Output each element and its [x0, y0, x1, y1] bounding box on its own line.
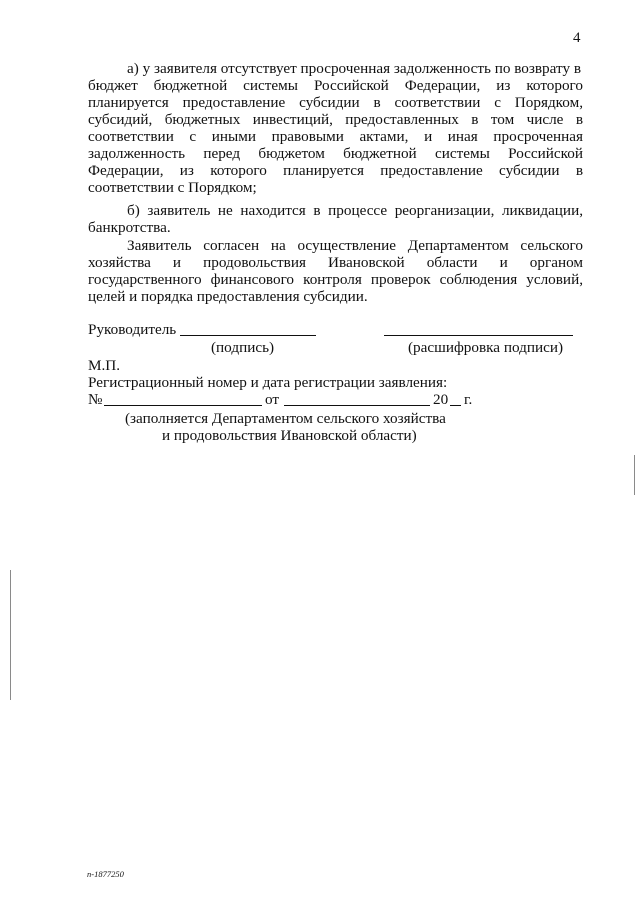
- decode-caption: (расшифровка подписи): [408, 339, 564, 356]
- paragraph-a-line: планируется предоставление субсидии в соответствии с Порядком,: [88, 94, 583, 111]
- year-suffix: г.: [464, 391, 473, 408]
- paragraph-c-line: хозяйства и продовольствия Ивановской области и органом: [88, 254, 583, 271]
- paragraph-a-line: а) у заявителя отсутствует просроченная задолженность по возврату в: [127, 60, 581, 77]
- scan-edge-mark: [10, 570, 11, 700]
- head-label: Руководитель: [88, 321, 177, 338]
- registration-note: (заполняется Департаментом сельского хозяйства: [125, 410, 446, 427]
- registration-note: и продовольствия Ивановской области): [162, 427, 417, 444]
- paragraph-a-line: задолженность перед бюджетом бюджетной системы Российской: [88, 145, 583, 162]
- paragraph-c-line: Заявитель согласен на осуществление Департаментом сельского: [127, 237, 583, 254]
- year-blank: [450, 392, 461, 406]
- paragraph-a-line: бюджет бюджетной системы Российской Федерации, из которого: [88, 77, 583, 94]
- number-sign: №: [88, 391, 103, 408]
- paragraph-a-line: соответствии с Порядком;: [88, 179, 257, 196]
- signature-decode-blank: [384, 322, 573, 336]
- page-number: 4: [573, 30, 581, 46]
- paragraph-c-line: целей и порядка предоставления субсидии.: [88, 288, 368, 305]
- paragraph-a-line: соответствии с иными правовыми актами, и иная просроченная: [88, 128, 583, 145]
- paragraph-a-line: субсидий, бюджетных инвестиций, предоставленных в том числе в: [88, 111, 583, 128]
- registration-label: Регистрационный номер и дата регистрации заявления:: [88, 374, 448, 391]
- paragraph-b-line: б) заявитель не находится в процессе реорганизации, ликвидации,: [127, 202, 583, 219]
- signature-caption: (подпись): [211, 339, 275, 356]
- year-prefix: 20: [433, 391, 449, 408]
- document-code: п-1877250: [87, 869, 124, 879]
- scan-edge-mark: [634, 455, 635, 495]
- paragraph-a-line: Федерации, из которого планируется предоставление субсидии в: [88, 162, 583, 179]
- stamp-label: М.П.: [88, 357, 121, 374]
- from-word: от: [265, 391, 280, 408]
- registration-date-blank: [284, 392, 430, 406]
- paragraph-c-line: государственного финансового контроля проверок соблюдения условий,: [88, 271, 583, 288]
- paragraph-b-line: банкротства.: [88, 219, 171, 236]
- signature-blank: [180, 322, 316, 336]
- registration-number-blank: [104, 392, 262, 406]
